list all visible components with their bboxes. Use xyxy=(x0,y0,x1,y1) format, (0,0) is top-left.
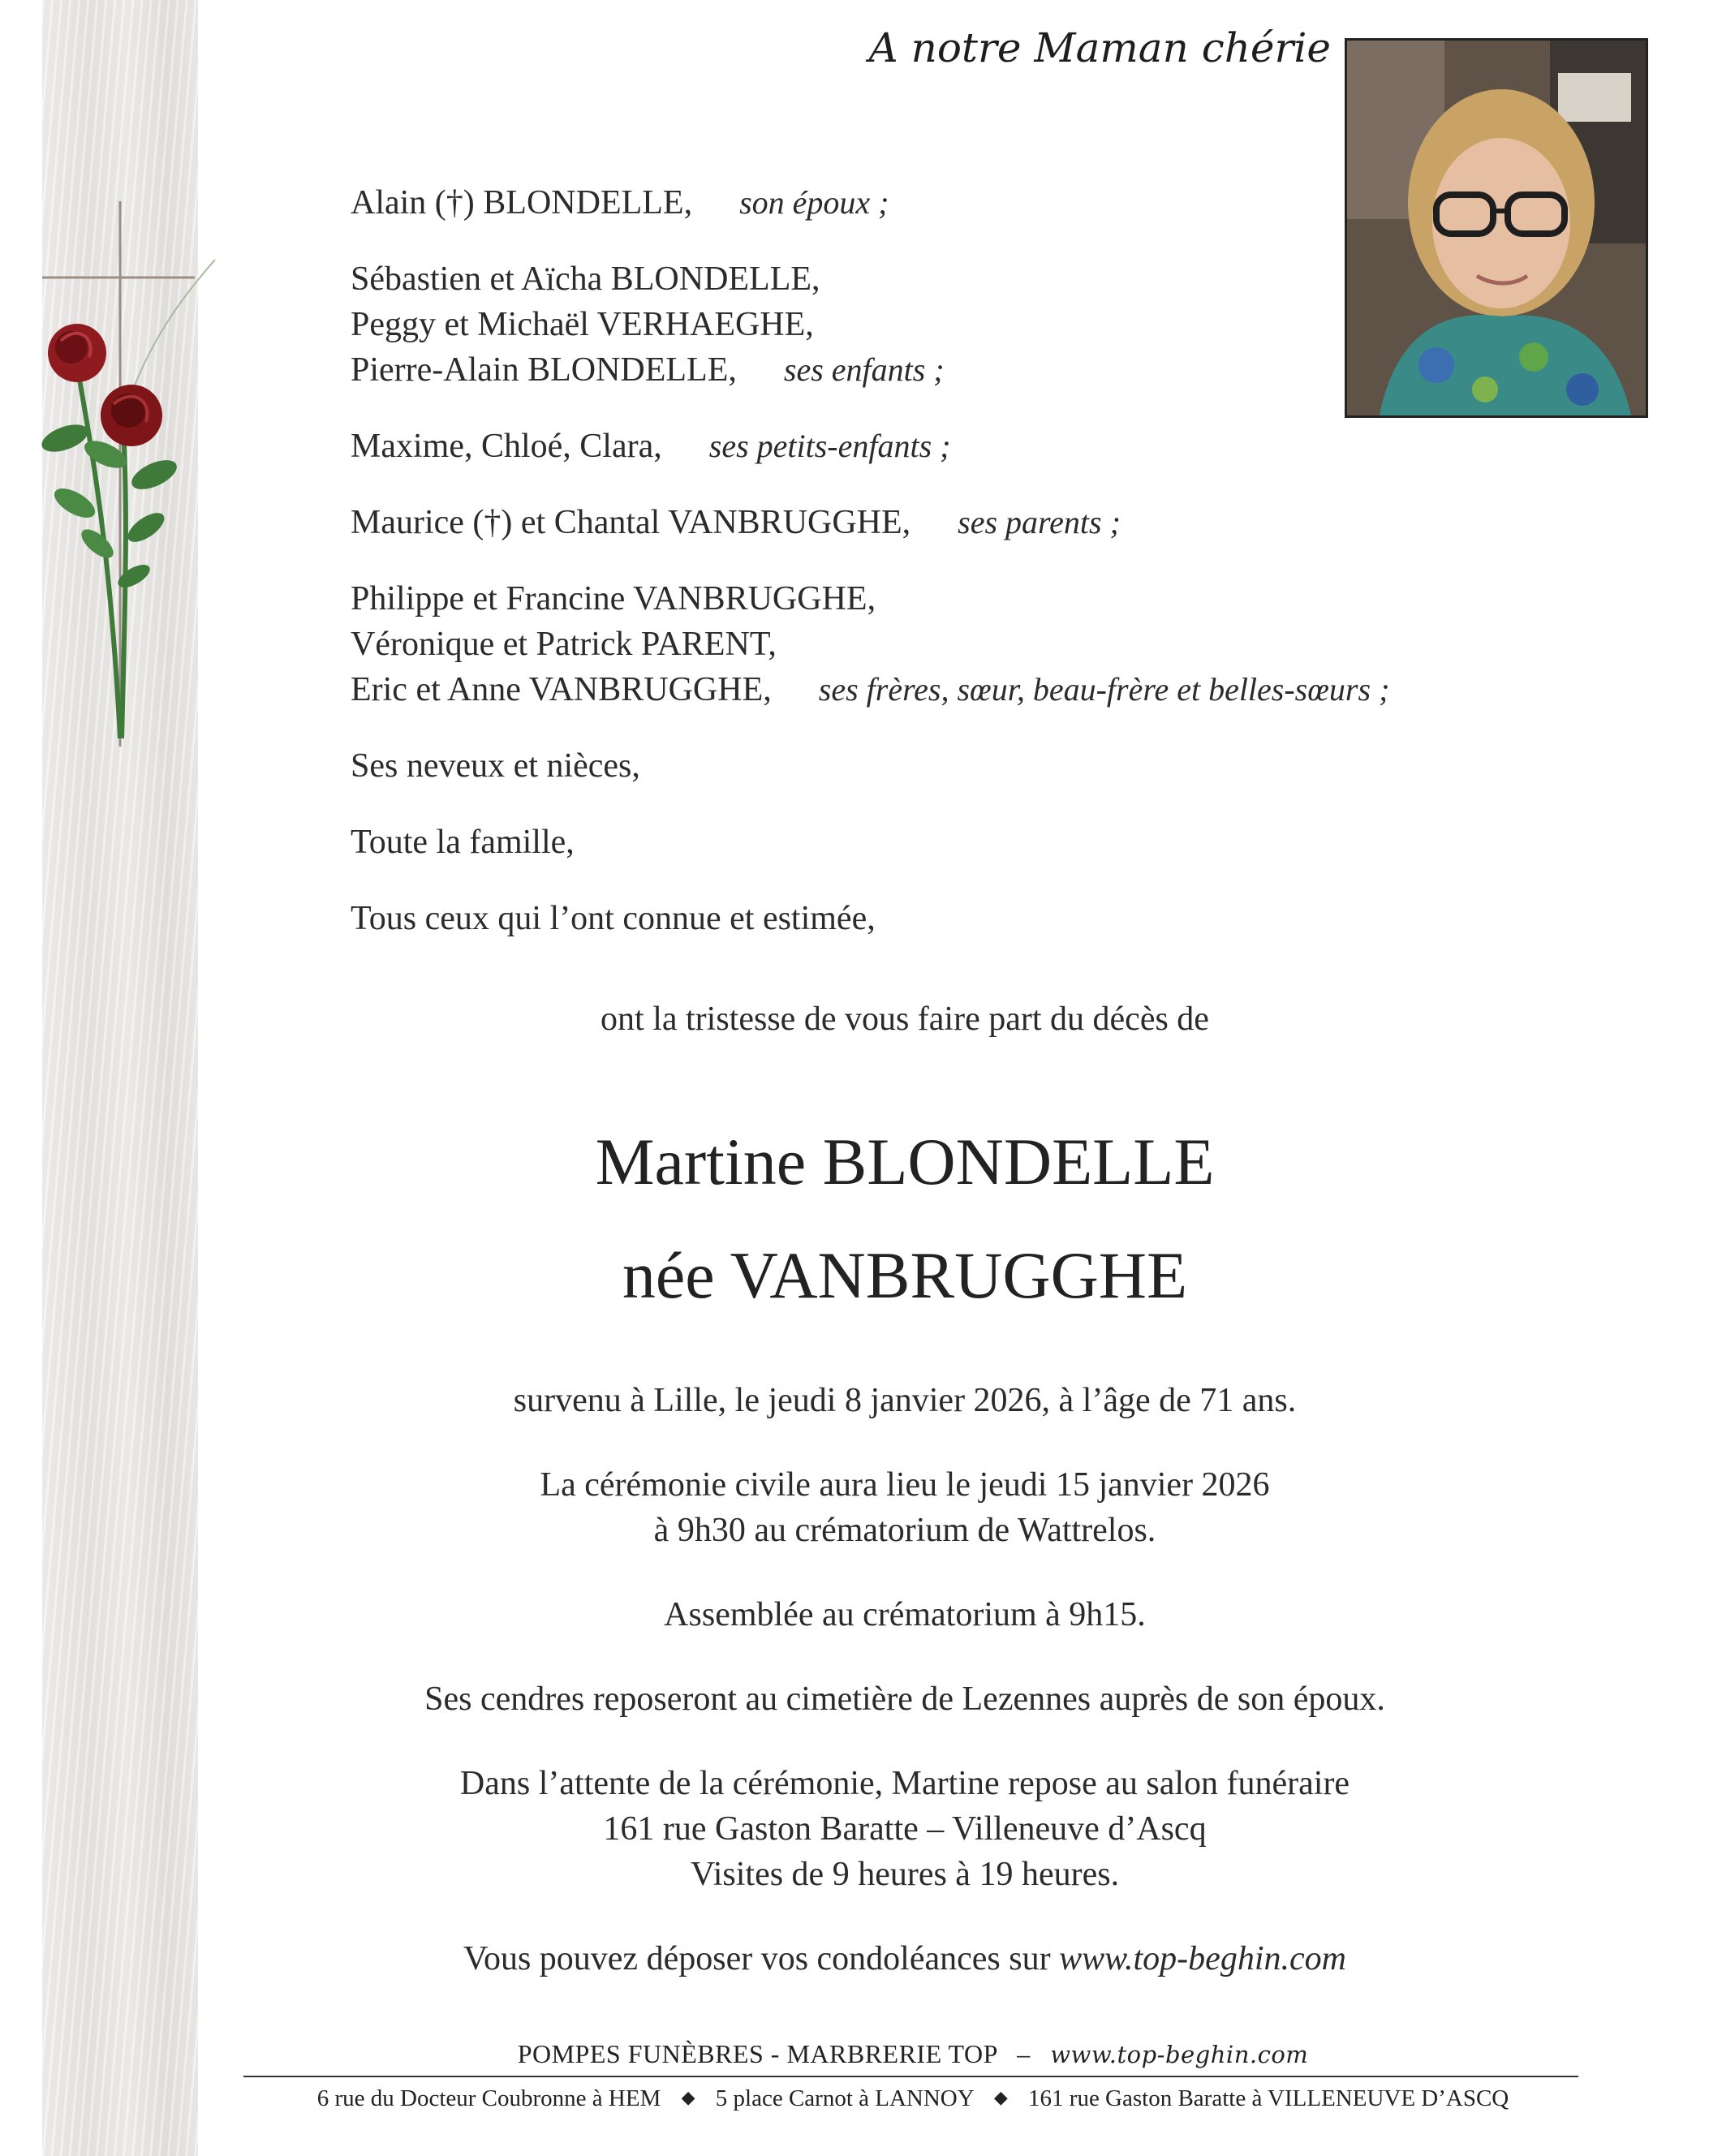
family-line xyxy=(351,302,1487,347)
family-member-names: Ses neveux et nièces, xyxy=(351,747,640,785)
family-relation: ses frères, sœur, beau-frère et belles-sœurs ; xyxy=(818,671,1390,708)
family-member-names: Toute la famille, xyxy=(351,824,575,861)
assembly-info: Assemblée au crématorium à 9h15. xyxy=(664,1596,1146,1633)
family-member-names: Peggy et Michaël VERHAEGHE, xyxy=(351,306,814,343)
salon-line-2: 161 rue Gaston Baratte – Villeneuve d’Ascq xyxy=(603,1810,1207,1848)
family-group xyxy=(351,896,1487,941)
rose-cross-icon xyxy=(32,195,219,763)
family-list xyxy=(351,180,1487,972)
footer-company xyxy=(243,2039,1582,2069)
family-member-names: Tous ceux qui l’ont connue et estimée, xyxy=(351,900,876,937)
address-hem: 6 rue du Docteur Coubronne à HEM xyxy=(316,2085,661,2111)
tagline: A notre Maman chérie xyxy=(868,24,1331,71)
ceremony-details xyxy=(308,1378,1501,2020)
family-member-names: Pierre-Alain BLONDELLE, xyxy=(351,351,737,389)
family-relation: ses petits-enfants ; xyxy=(708,428,951,464)
family-line xyxy=(351,576,1487,622)
condolences-info xyxy=(308,1936,1501,1982)
footer-dash: – xyxy=(1017,2039,1031,2068)
family-relation: son époux ; xyxy=(739,184,889,221)
family-member-names: Philippe et Francine VANBRUGGHE, xyxy=(351,580,876,618)
family-group xyxy=(351,820,1487,865)
announcement-intro: ont la tristesse de vous faire part du décès de xyxy=(601,1001,1209,1038)
condolences-text: Vous pouvez déposer vos condoléances sur xyxy=(463,1940,1051,1977)
deceased-name: Martine BLONDELLE xyxy=(595,1125,1215,1198)
company-name: POMPES FUNÈBRES - MARBRERIE TOP xyxy=(517,2039,997,2068)
address-villeneuve: 161 rue Gaston Baratte à VILLENEUVE D’ASCQ xyxy=(1028,2085,1509,2111)
footer-addresses xyxy=(243,2085,1582,2112)
family-member-names: Alain (†) BLONDELLE, xyxy=(351,184,693,222)
family-group xyxy=(351,424,1487,469)
family-relation: ses enfants ; xyxy=(783,351,945,388)
family-line xyxy=(351,347,1487,393)
family-line xyxy=(351,667,1487,712)
ceremony-line-1: La cérémonie civile aura lieu le jeudi 15 janvier 2026 xyxy=(540,1466,1270,1504)
family-relation: ses parents ; xyxy=(958,504,1121,540)
family-group xyxy=(351,743,1487,789)
salon-line-3: Visites de 9 heures à 19 heures. xyxy=(690,1856,1120,1893)
diamond-separator-icon: ◆ xyxy=(681,2087,695,2107)
family-member-names: Maxime, Chloé, Clara, xyxy=(351,428,662,465)
family-line xyxy=(351,622,1487,667)
family-line xyxy=(351,180,1487,226)
family-line xyxy=(351,896,1487,941)
footer-divider xyxy=(243,2076,1578,2077)
family-group xyxy=(351,576,1487,712)
address-lannoy: 5 place Carnot à LANNOY xyxy=(715,2085,974,2111)
family-group xyxy=(351,500,1487,545)
family-line xyxy=(351,256,1487,302)
death-notice: survenu à Lille, le jeudi 8 janvier 2026, à l’âge de 71 ans. xyxy=(513,1382,1297,1419)
ceremony-line-2: à 9h30 au crématorium de Wattrelos. xyxy=(653,1512,1156,1549)
footer-website-link[interactable]: www.top-beghin.com xyxy=(1050,2041,1309,2068)
family-line xyxy=(351,500,1487,545)
deceased-block xyxy=(308,1105,1501,1332)
salon-line-1: Dans l’attente de la cérémonie, Martine repose au salon funéraire xyxy=(459,1765,1350,1802)
deceased-maiden-name: née VANBRUGGHE xyxy=(622,1238,1188,1312)
family-member-names: Véronique et Patrick PARENT, xyxy=(351,626,777,663)
diamond-separator-icon: ◆ xyxy=(993,2087,1008,2107)
family-line xyxy=(351,820,1487,865)
family-member-names: Sébastien et Aïcha BLONDELLE, xyxy=(351,260,820,298)
family-group xyxy=(351,256,1487,393)
family-group xyxy=(351,180,1487,226)
salon-info xyxy=(308,1761,1501,1897)
family-member-names: Eric et Anne VANBRUGGHE, xyxy=(351,671,772,708)
family-member-names: Maurice (†) et Chantal VANBRUGGHE, xyxy=(351,504,911,541)
family-line xyxy=(351,743,1487,789)
ashes-info: Ses cendres reposeront au cimetière de Lezennes auprès de son époux. xyxy=(424,1680,1385,1718)
family-line xyxy=(351,424,1487,469)
condolences-link[interactable]: www.top-beghin.com xyxy=(1059,1940,1346,1977)
ceremony-info xyxy=(308,1462,1501,1553)
